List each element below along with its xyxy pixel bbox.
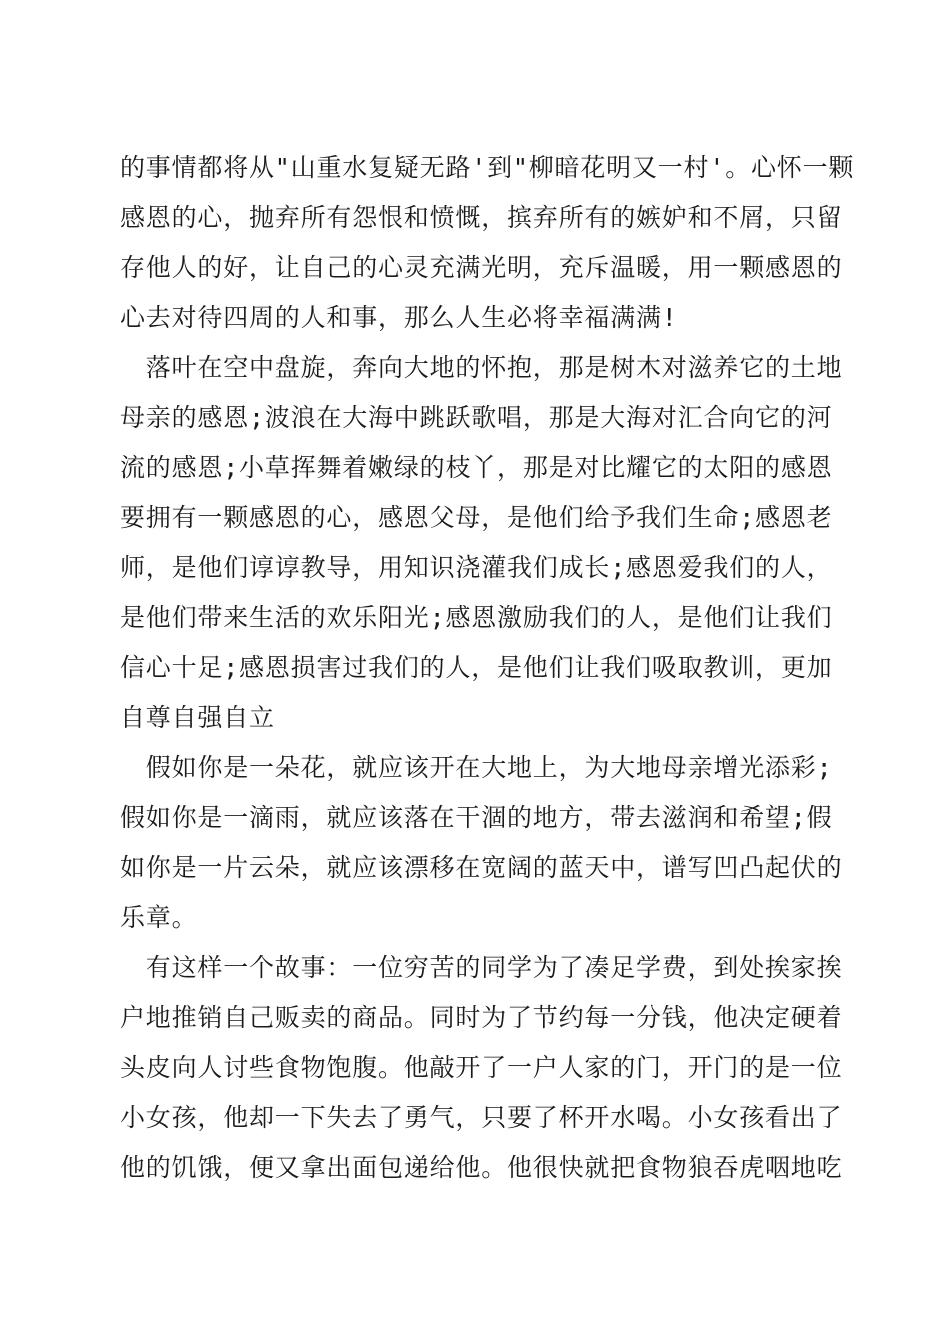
paragraph-line: 感恩的心，抛弃所有怨恨和愤慨，摈弃所有的嫉妒和不屑，只留 [120, 203, 843, 232]
paragraph-line: 乐章。 [120, 903, 198, 932]
paragraph-line: 信心十足;感恩损害过我们的人，是他们让我们吸取教训，更加 [120, 653, 833, 682]
paragraph-line: 他的饥饿，便又拿出面包递给他。他很快就把食物狼吞虎咽地吃 [120, 1153, 843, 1182]
paragraph-line: 母亲的感恩;波浪在大海中跳跃歌唱，那是大海对汇合向它的河 [120, 403, 833, 432]
paragraph-line: 头皮向人讨些食物饱腹。他敲开了一户人家的门，开门的是一位 [120, 1053, 843, 1082]
paragraph-line: 流的感恩;小草挥舞着嫩绿的枝丫，那是对比耀它的太阳的感恩 [120, 453, 833, 482]
paragraph-line: 的事情都将从"山重水复疑无路'到"柳暗花明又一村'。心怀一颗 [120, 153, 855, 182]
paragraph-line: 师，是他们谆谆教导，用知识浇灌我们成长;感恩爱我们的人， [120, 553, 833, 582]
paragraph-line: 落叶在空中盘旋，奔向大地的怀抱，那是树木对滋养它的土地 [120, 353, 843, 382]
paragraph-line: 是他们带来生活的欢乐阳光;感恩激励我们的人，是他们让我们 [120, 603, 833, 632]
paragraph-line: 心去对待四周的人和事，那么人生必将幸福满满! [120, 303, 678, 332]
paragraph-line: 自尊自强自立 [120, 703, 275, 732]
paragraph-line: 户地推销自己贩卖的商品。同时为了节约每一分钱，他决定硬着 [120, 1003, 843, 1032]
paragraph-line: 如你是一片云朵，就应该漂移在宽阔的蓝天中，谱写凹凸起伏的 [120, 853, 843, 882]
paragraph-line: 有这样一个故事：一位穷苦的同学为了凑足学费，到处挨家挨 [120, 953, 843, 982]
paragraph-line: 小女孩，他却一下失去了勇气，只要了杯开水喝。小女孩看出了 [120, 1103, 843, 1132]
paragraph-line: 假如你是一朵花，就应该开在大地上，为大地母亲增光添彩; [120, 753, 833, 782]
paragraph-line: 假如你是一滴雨，就应该落在干涸的地方，带去滋润和希望;假 [120, 803, 833, 832]
paragraph-line: 要拥有一颗感恩的心，感恩父母，是他们给予我们生命;感恩老 [120, 503, 833, 532]
paragraph-line: 存他人的好，让自己的心灵充满光明，充斥温暖，用一颗感恩的 [120, 253, 843, 282]
